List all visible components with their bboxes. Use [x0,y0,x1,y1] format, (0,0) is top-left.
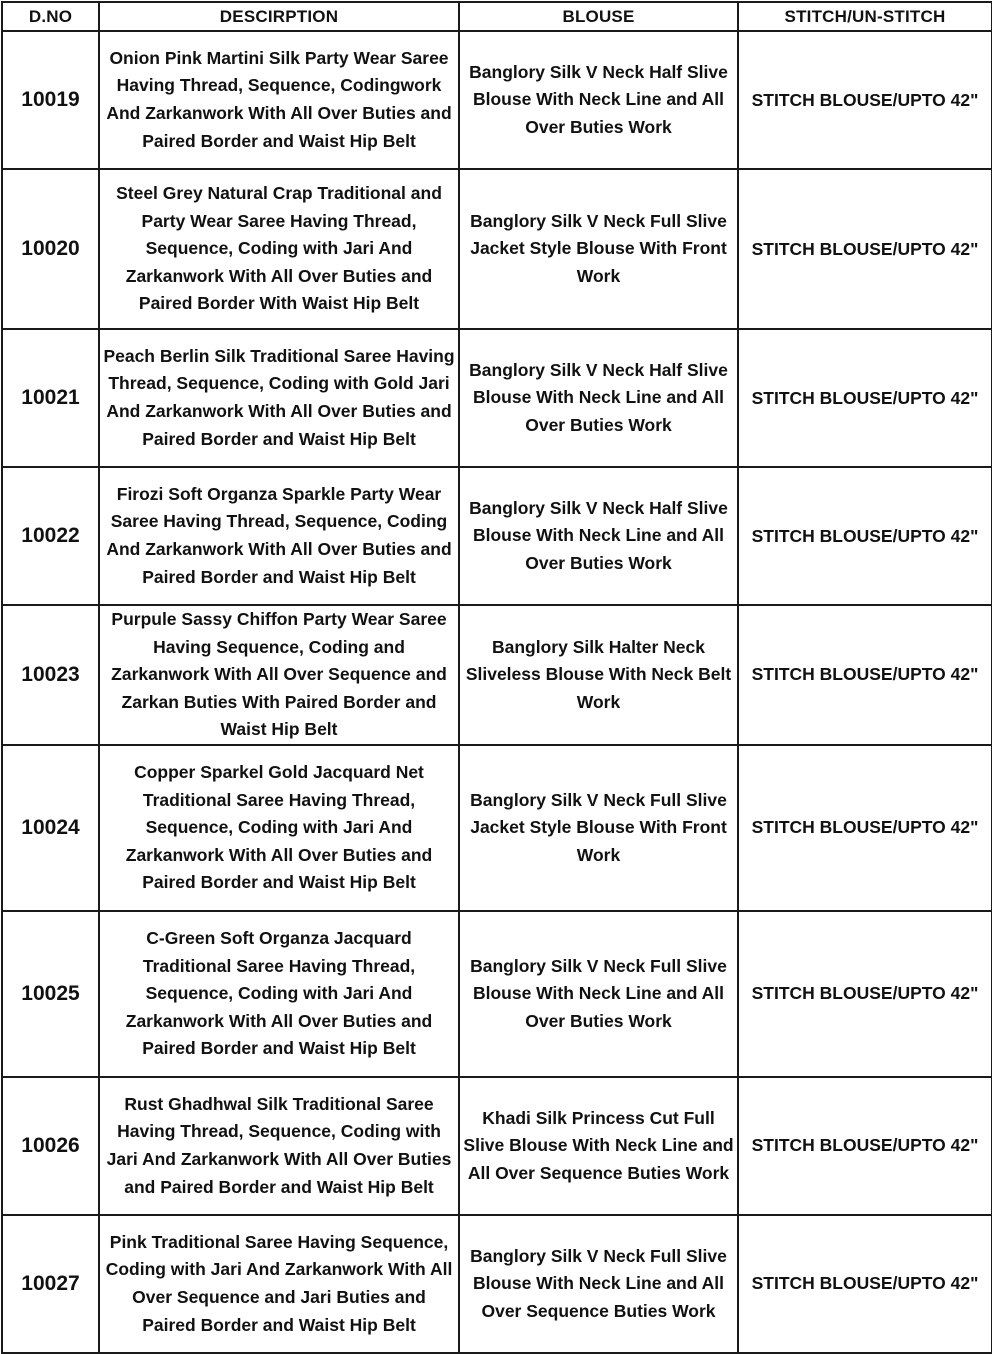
description-cell: Copper Sparkel Gold Jacquard Net Traditional Saree Having Thread, Sequence, Coding with Jari And Zarkanwork With All Over Buties and Paired Border and Waist Hip Belt [99,745,459,911]
stitch-cell: STITCH BLOUSE/UPTO 42" [738,31,992,169]
design-number-cell: 10023 [2,605,99,745]
blouse-cell: Banglory Silk V Neck Full Slive Jacket Style Blouse With Front Work [459,745,738,911]
table-row [2,1077,992,1215]
blouse-cell: Banglory Silk V Neck Full Slive Blouse With Neck Line and All Over Buties Work [459,911,738,1077]
design-number-cell: 10025 [2,911,99,1077]
design-number-cell: 10024 [2,745,99,911]
header-row [2,2,992,31]
stitch-cell: STITCH BLOUSE/UPTO 42" [738,605,992,745]
blouse-cell: Banglory Silk V Neck Half Slive Blouse With Neck Line and All Over Buties Work [459,467,738,605]
stitch-cell: STITCH BLOUSE/UPTO 42" [738,745,992,911]
table-row [2,169,992,329]
description-cell: Purpule Sassy Chiffon Party Wear Saree Having Sequence, Coding and Zarkanwork With All Over Sequence and Zarkan Buties With Paired Border and Waist Hip Belt [99,605,459,745]
column-header-stitch: STITCH/UN-STITCH [738,2,992,31]
column-header-blouse: BLOUSE [459,2,738,31]
design-number-cell: 10026 [2,1077,99,1215]
design-number-cell: 10019 [2,31,99,169]
blouse-cell: Banglory Silk V Neck Full Slive Blouse With Neck Line and All Over Sequence Buties Work [459,1215,738,1353]
description-cell: C-Green Soft Organza Jacquard Traditional Saree Having Thread, Sequence, Coding with Jari And Zarkanwork With All Over Buties and Paired Border and Waist Hip Belt [99,911,459,1077]
blouse-cell: Khadi Silk Princess Cut Full Slive Blouse With Neck Line and All Over Sequence Buties Work [459,1077,738,1215]
column-header-description: DESCIRPTION [99,2,459,31]
table-row [2,745,992,911]
design-number-cell: 10022 [2,467,99,605]
table-row [2,467,992,605]
description-cell: Rust Ghadhwal Silk Traditional Saree Having Thread, Sequence, Coding with Jari And Zarkanwork With All Over Buties and Paired Border and Waist Hip Belt [99,1077,459,1215]
description-cell: Peach Berlin Silk Traditional Saree Having Thread, Sequence, Coding with Gold Jari And Zarkanwork With All Over Buties and Paired Border and Waist Hip Belt [99,329,459,467]
table-row [2,605,992,745]
saree-catalog-table [1,1,992,1354]
table-row [2,329,992,467]
description-cell: Pink Traditional Saree Having Sequence, Coding with Jari And Zarkanwork With All Over Sequence and Jari Buties and Paired Border and Waist Hip Belt [99,1215,459,1353]
design-number-cell: 10020 [2,169,99,329]
design-number-cell: 10027 [2,1215,99,1353]
description-cell: Steel Grey Natural Crap Traditional and Party Wear Saree Having Thread, Sequence, Coding with Jari And Zarkanwork With All Over Buties and Paired Border With Waist Hip Belt [99,169,459,329]
stitch-cell: STITCH BLOUSE/UPTO 42" [738,1215,992,1353]
description-cell: Firozi Soft Organza Sparkle Party Wear Saree Having Thread, Sequence, Coding And Zarkanwork With All Over Buties and Paired Border and Waist Hip Belt [99,467,459,605]
table-row [2,31,992,169]
stitch-cell: STITCH BLOUSE/UPTO 42" [738,911,992,1077]
blouse-cell: Banglory Silk V Neck Half Slive Blouse With Neck Line and All Over Buties Work [459,329,738,467]
blouse-cell: Banglory Silk V Neck Full Slive Jacket Style Blouse With Front Work [459,169,738,329]
table-row [2,911,992,1077]
stitch-cell: STITCH BLOUSE/UPTO 42" [738,169,992,329]
design-number-cell: 10021 [2,329,99,467]
stitch-cell: STITCH BLOUSE/UPTO 42" [738,1077,992,1215]
table-row [2,1215,992,1353]
stitch-cell: STITCH BLOUSE/UPTO 42" [738,467,992,605]
blouse-cell: Banglory Silk Halter Neck Sliveless Blouse With Neck Belt Work [459,605,738,745]
stitch-cell: STITCH BLOUSE/UPTO 42" [738,329,992,467]
column-header-dno: D.NO [2,2,99,31]
blouse-cell: Banglory Silk V Neck Half Slive Blouse With Neck Line and All Over Buties Work [459,31,738,169]
description-cell: Onion Pink Martini Silk Party Wear Saree Having Thread, Sequence, Codingwork And Zarkanwork With All Over Buties and Paired Border and Waist Hip Belt [99,31,459,169]
